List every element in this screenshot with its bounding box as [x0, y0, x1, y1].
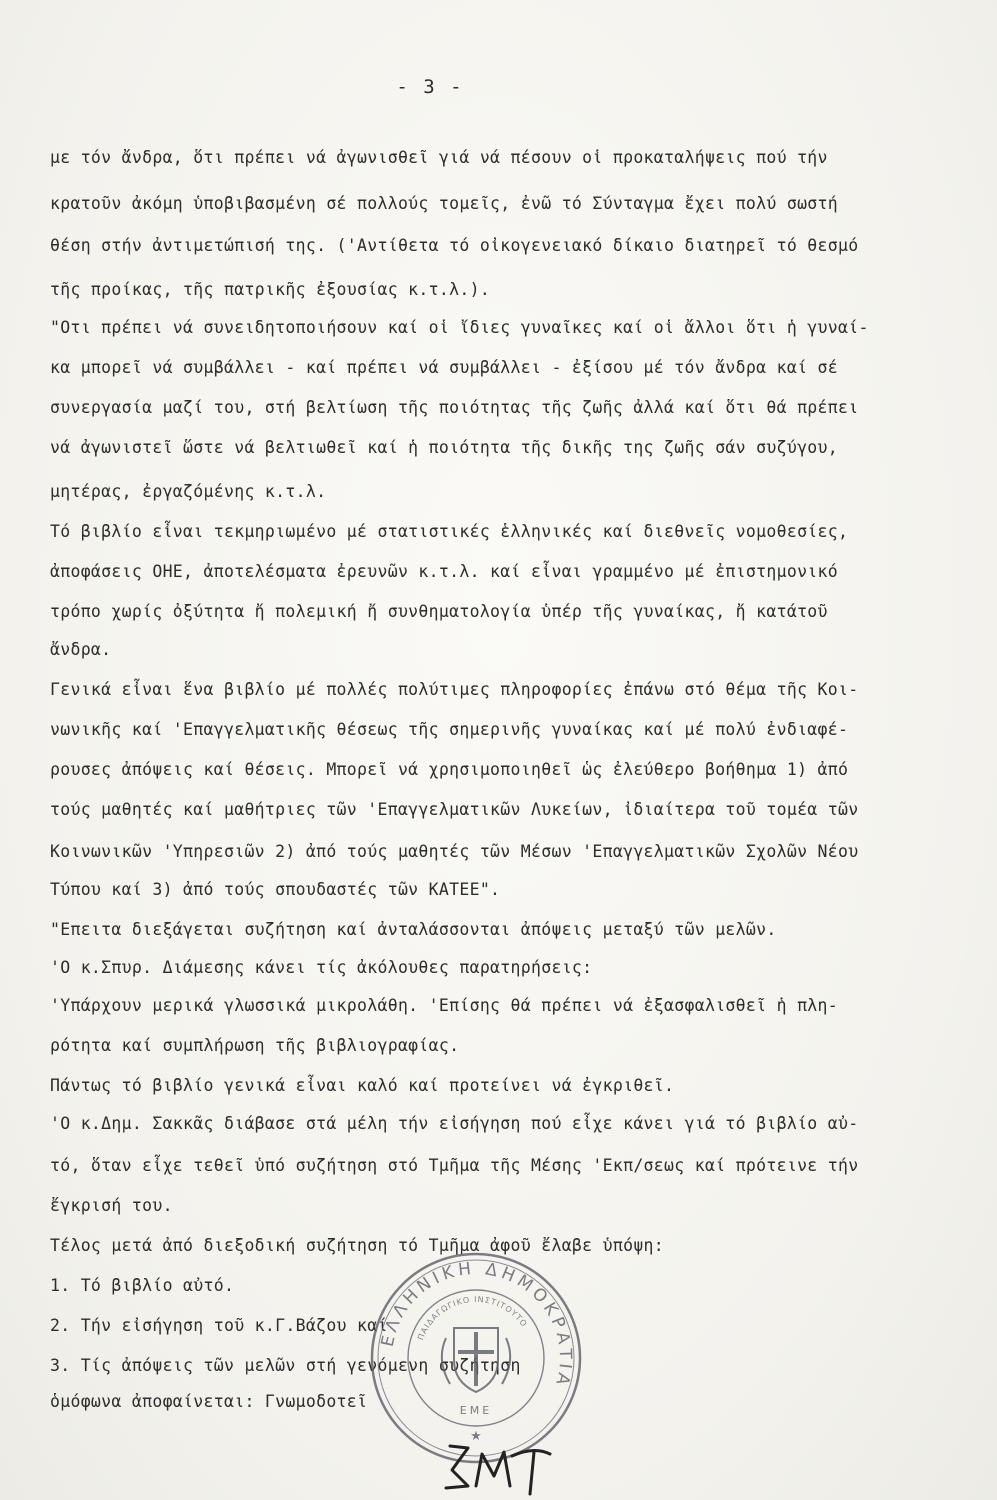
- text-line: Πάντως τό βιβλίο γενικά εἶναι καλό καί προτείνει νά ἐγκριθεῖ.: [50, 1076, 675, 1095]
- text-line: τρόπο χωρίς ὀξύτητα ἤ πολεμική ἤ συνθηματολογία ὑπέρ τῆς γυναίκας, ἤ κατάτοῦ: [50, 602, 828, 621]
- text-line: νωνικῆς καί 'Επαγγελματικῆς θέσεως τῆς σημερινῆς γυναίκας καί μέ πολύ ἐνδιαφέ-: [50, 720, 849, 739]
- coat-of-arms-icon: [442, 1328, 510, 1392]
- text-line: Τέλος μετά ἀπό διεξοδική συζήτηση τό Τμῆμα ἀφοῦ ἔλαβε ὑπόψη:: [50, 1236, 665, 1255]
- stamp-inner-text: ΠΑΙΔΑΓΩΓΙΚΟ ΙΝΣΤΙΤΟΥΤΟ: [416, 1294, 529, 1342]
- text-line: 'Ο κ.Σπυρ. Διάμεσης κάνει τίς ἀκόλουθες παρατηρήσεις:: [50, 958, 593, 977]
- list-item: 3. Τίς ἀπόψεις τῶν μελῶν στή γενόμενη συζήτηση: [50, 1356, 521, 1375]
- text-line: ἔγκρισή του.: [50, 1196, 173, 1215]
- text-line: κρατοῦν ἀκόμη ὑποβιβασμένη σέ πολλούς τομεῖς, ἐνῶ τό Σύνταγμα ἔχει πολύ σωστή: [50, 194, 839, 213]
- stamp-bottom-text: ΕΜΕ: [459, 1404, 493, 1417]
- text-line: ἄνδρα.: [50, 640, 112, 659]
- text-line: ὁμόφωνα ἀποφαίνεται: Γνωμοδοτεῖ: [50, 1392, 368, 1411]
- text-line: τούς μαθητές καί μαθήτριες τῶν 'Επαγγελματικῶν Λυκείων, ἰδιαίτερα τοῦ τομέα τῶν: [50, 800, 859, 819]
- text-line: νά ἀγωνιστεῖ ὥστε νά βελτιωθεῖ καί ἡ ποιότητα τῆς δικῆς της ζωῆς σάν συζύγου,: [50, 438, 839, 457]
- page-number: - 3 -: [396, 76, 464, 98]
- text-line: 'Υπάρχουν μερικά γλωσσικά μικρολάθη. 'Επίσης θά πρέπει νά ἐξασφαλισθεῖ ἡ πλη-: [50, 996, 839, 1015]
- text-line: τῆς προίκας, τῆς πατρικῆς ἐξουσίας κ.τ.λ.).: [50, 280, 491, 299]
- stamp-ring-text: ΕΛΛΗΝΙΚΗ ΔΗΜΟΚΡΑΤΙΑ: [377, 1258, 576, 1391]
- text-line: θέση στήν ἀντιμετώπισή της. ('Αντίθετα τό οἰκογενειακό δίκαιο διατηρεῖ τό θεσμό: [50, 236, 859, 255]
- text-line: ρότητα καί συμπλήρωση τῆς βιβλιογραφίας.: [50, 1036, 460, 1055]
- text-line: Τύπου καί 3) ἀπό τούς σπουδαστές τῶν ΚΑΤΕΕ".: [50, 880, 501, 899]
- list-item: 1. Τό βιβλίο αὐτό.: [50, 1276, 235, 1295]
- text-line: με τόν ἄνδρα, ὅτι πρέπει νά ἀγωνισθεῖ γιά νά πέσουν οἱ προκαταλήψεις πού τήν: [50, 148, 828, 167]
- text-line: μητέρας, ἐργαζόμένης κ.τ.λ.: [50, 482, 327, 501]
- text-line: Γενικά εἶναι ἕνα βιβλίο μέ πολλές πολύτιμες πληροφορίες ἐπάνω στό θέμα τῆς Κοι-: [50, 680, 859, 699]
- text-line: ἀποφάσεις ΟΗΕ, ἀποτελέσματα ἐρευνῶν κ.τ.λ. καί εἶναι γραμμένο μέ ἐπιστημονικό: [50, 562, 839, 581]
- list-item: 2. Τήν εἰσήγηση τοῦ κ.Γ.Βάζου καί: [50, 1316, 388, 1335]
- text-line: Τό βιβλίο εἶναι τεκμηριωμένο μέ στατιστικές ἑλληνικές καί διεθνεῖς νομοθεσίες,: [50, 522, 849, 541]
- signature: [438, 1440, 558, 1498]
- text-line: Κοινωνικῶν 'Υπηρεσιῶν 2) ἀπό τούς μαθητές τῶν Μέσων 'Επαγγελματικῶν Σχολῶν Νέου: [50, 842, 859, 861]
- text-line: συνεργασία μαζί του, στή βελτίωση τῆς ποιότητας τῆς ζωῆς ἀλλά καί ὅτι θά πρέπει: [50, 398, 859, 417]
- text-line: ρουσες ἀπόψεις καί θέσεις. Μπορεῖ νά χρησιμοποιηθεῖ ὡς ἐλεύθερο βοήθημα 1) ἀπό: [50, 760, 849, 779]
- text-line: "Οτι πρέπει νά συνειδητοποιήσουν καί οἱ ἴδιες γυναῖκες καί οἱ ἄλλοι ὅτι ἡ γυναί-: [50, 318, 869, 337]
- text-line: "Επειτα διεξάγεται συζήτηση καί ἀνταλάσσονται ἀπόψεις μεταξύ τῶν μελῶν.: [50, 920, 777, 939]
- text-line: κα μπορεῖ νά συμβάλλει - καί πρέπει νά συμβάλλει - ἐξίσου μέ τόν ἄνδρα καί σέ: [50, 358, 839, 377]
- star-icon: ★: [470, 1429, 482, 1444]
- text-line: τό, ὅταν εἶχε τεθεῖ ὑπό συζήτηση στό Τμῆμα τῆς Μέσης 'Εκπ/σεως καί πρότεινε τήν: [50, 1156, 859, 1175]
- text-line: 'Ο κ.Δημ. Σακκᾶς διάβασε στά μέλη τήν εἰσήγηση πού εἶχε κάνει γιά τό βιβλίο αὐ-: [50, 1114, 859, 1133]
- official-stamp: [366, 1248, 586, 1468]
